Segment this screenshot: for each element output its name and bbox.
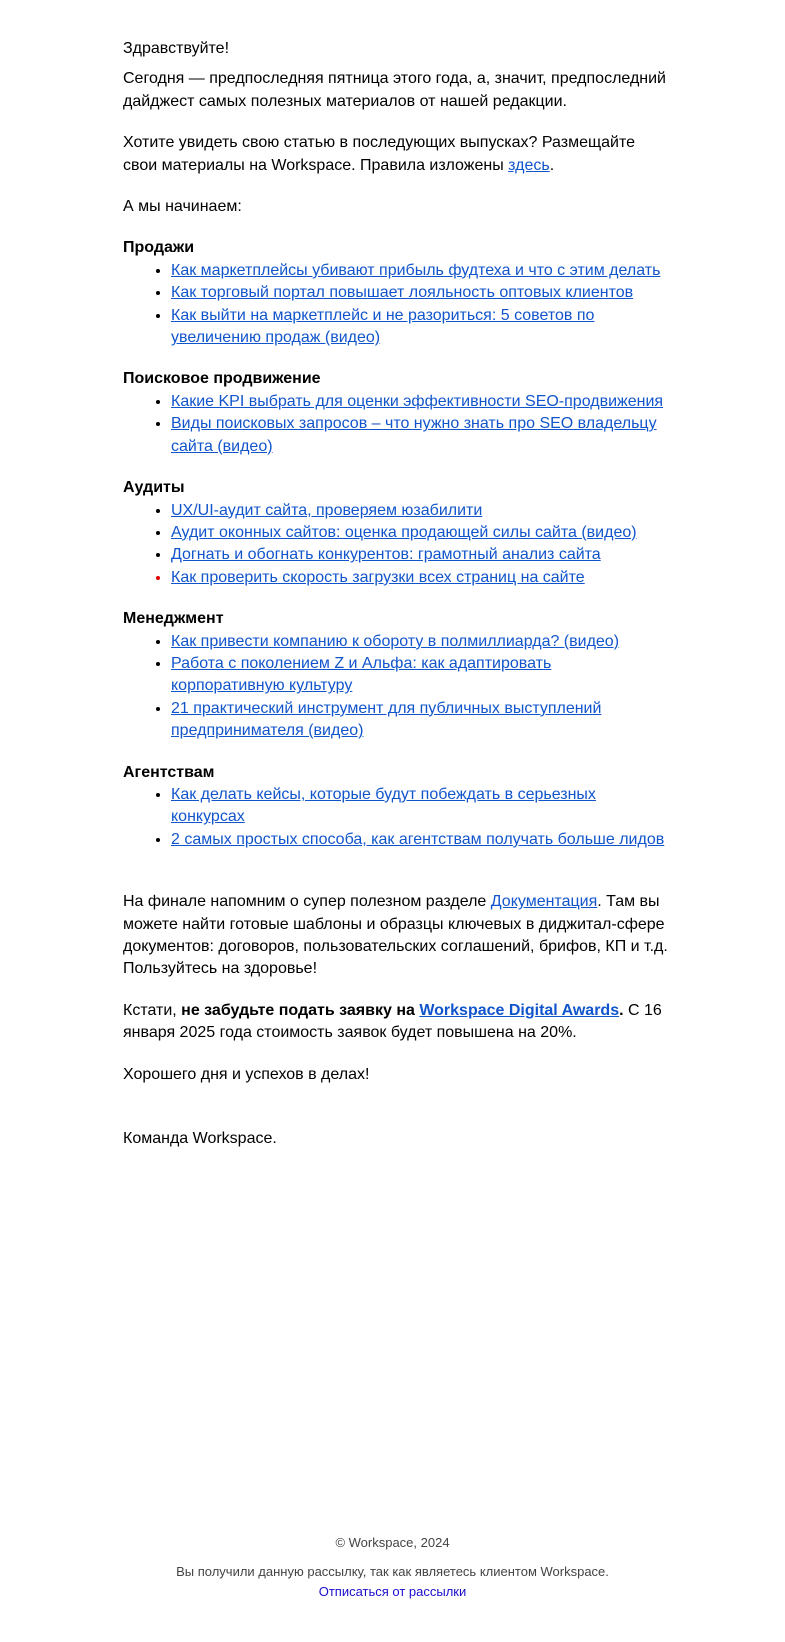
intro-paragraph: Сегодня — предпоследняя пятница этого года, а, значит, предпоследний дайджест самых полезных материалов от нашей редакции. — [123, 70, 666, 110]
awards-text-end: С 16 января 2025 года стоимость заявок будет повышена на 20%. — [123, 1001, 662, 1042]
submit-text: Хотите увидеть свою статью в последующих выпусках? Размещайте свои материалы на Workspace. Правила изложены — [123, 134, 636, 174]
article-link[interactable]: 21 практический инструмент для публичных выступлений предпринимателя (видео) — [171, 699, 602, 740]
article-link[interactable]: UX/UI-аудит сайта, проверяем юзабилити — [171, 501, 483, 519]
rules-link[interactable]: здесь — [508, 156, 550, 174]
submit-paragraph — [123, 132, 668, 177]
article-link[interactable]: Как проверить скорость загрузки всех страниц на сайте — [171, 568, 585, 586]
section-seo — [123, 368, 668, 458]
section-title: Продажи — [123, 239, 195, 257]
article-link[interactable]: Как делать кейсы, которые будут побеждать в серьезных конкурсах — [171, 785, 596, 826]
start-text: А мы начинаем: — [123, 198, 242, 216]
awards-paragraph — [123, 1000, 668, 1045]
article-link[interactable]: Аудит оконных сайтов: оценка продающей силы сайта (видео) — [171, 523, 637, 541]
section-title: Агентствам — [123, 763, 215, 781]
section-agencies — [123, 762, 668, 852]
awards-bold-dot: . — [619, 1001, 624, 1019]
article-list — [123, 260, 668, 350]
list-item — [171, 305, 668, 350]
article-link[interactable]: Догнать и обогнать конкурентов: грамотный анализ сайта — [171, 546, 601, 564]
footer — [0, 1533, 785, 1602]
greeting: Здравствуйте! — [123, 40, 230, 57]
documentation-link[interactable]: Документация — [490, 893, 598, 911]
article-link[interactable]: Какие KPI выбрать для оценки эффективности SEO-продвижения — [171, 392, 664, 410]
section-title: Менеджмент — [123, 610, 224, 628]
article-link[interactable]: Как привести компанию к обороту в полмиллиарда? (видео) — [171, 632, 620, 650]
article-list — [123, 631, 668, 743]
list-item — [171, 631, 668, 653]
article-list — [123, 500, 668, 590]
section-management — [123, 608, 668, 742]
article-list — [123, 391, 668, 458]
section-title: Поисковое продвижение — [123, 370, 321, 388]
list-item — [171, 567, 668, 589]
final-paragraph — [123, 891, 668, 981]
email-body — [123, 38, 668, 1150]
section-title: Аудиты — [123, 479, 185, 497]
final-text-end: . Там вы можете найти готовые шаблоны и образцы ключевых в диджитал-сфере документов: договоров, пользовательских соглашений, брифов, КП и т.д. Пользуйтесь на здоровье! — [123, 893, 668, 978]
list-item — [171, 784, 668, 829]
article-link[interactable]: Работа с поколением Z и Альфа: как адаптировать корпоративную культуру — [171, 654, 552, 695]
section-audits — [123, 477, 668, 589]
awards-text: Кстати, — [123, 1001, 182, 1019]
article-link[interactable]: Как маркетплейсы убивают прибыль фудтеха и что с этим делать — [171, 261, 661, 279]
list-item — [171, 522, 668, 544]
article-link[interactable]: Как торговый портал повышает лояльность оптовых клиентов — [171, 284, 634, 302]
list-item — [171, 500, 668, 522]
list-item — [171, 260, 668, 282]
wishes-text: Хорошего дня и успехов в делах! — [123, 1065, 370, 1083]
list-item — [171, 653, 668, 698]
list-item — [171, 391, 668, 413]
list-item — [171, 413, 668, 458]
article-link[interactable]: Виды поисковых запросов – что нужно знать про SEO владельцу сайта (видео) — [171, 415, 657, 455]
subscription-notice: Вы получили данную рассылку, так как являетесь клиентом Workspace. — [176, 1564, 609, 1579]
signature: Команда Workspace. — [123, 1130, 277, 1148]
list-item — [171, 698, 668, 743]
section-sales — [123, 237, 668, 349]
article-link[interactable]: Как выйти на маркетплейс и не разориться: 5 советов по увеличению продаж (видео) — [171, 306, 595, 347]
awards-bold-text: не забудьте подать заявку на — [181, 1001, 420, 1019]
list-item — [171, 282, 668, 304]
awards-link[interactable]: Workspace Digital Awards — [419, 1001, 620, 1019]
list-item — [171, 544, 668, 566]
article-link[interactable]: 2 самых простых способа, как агентствам получать больше лидов — [171, 830, 665, 848]
unsubscribe-link[interactable]: Отписаться от рассылки — [318, 1584, 467, 1599]
copyright: © Workspace, 2024 — [335, 1535, 450, 1550]
submit-text-end: . — [549, 156, 555, 174]
final-text: На финале напомним о супер полезном разделе — [123, 893, 491, 911]
article-list — [123, 784, 668, 851]
list-item — [171, 829, 668, 851]
